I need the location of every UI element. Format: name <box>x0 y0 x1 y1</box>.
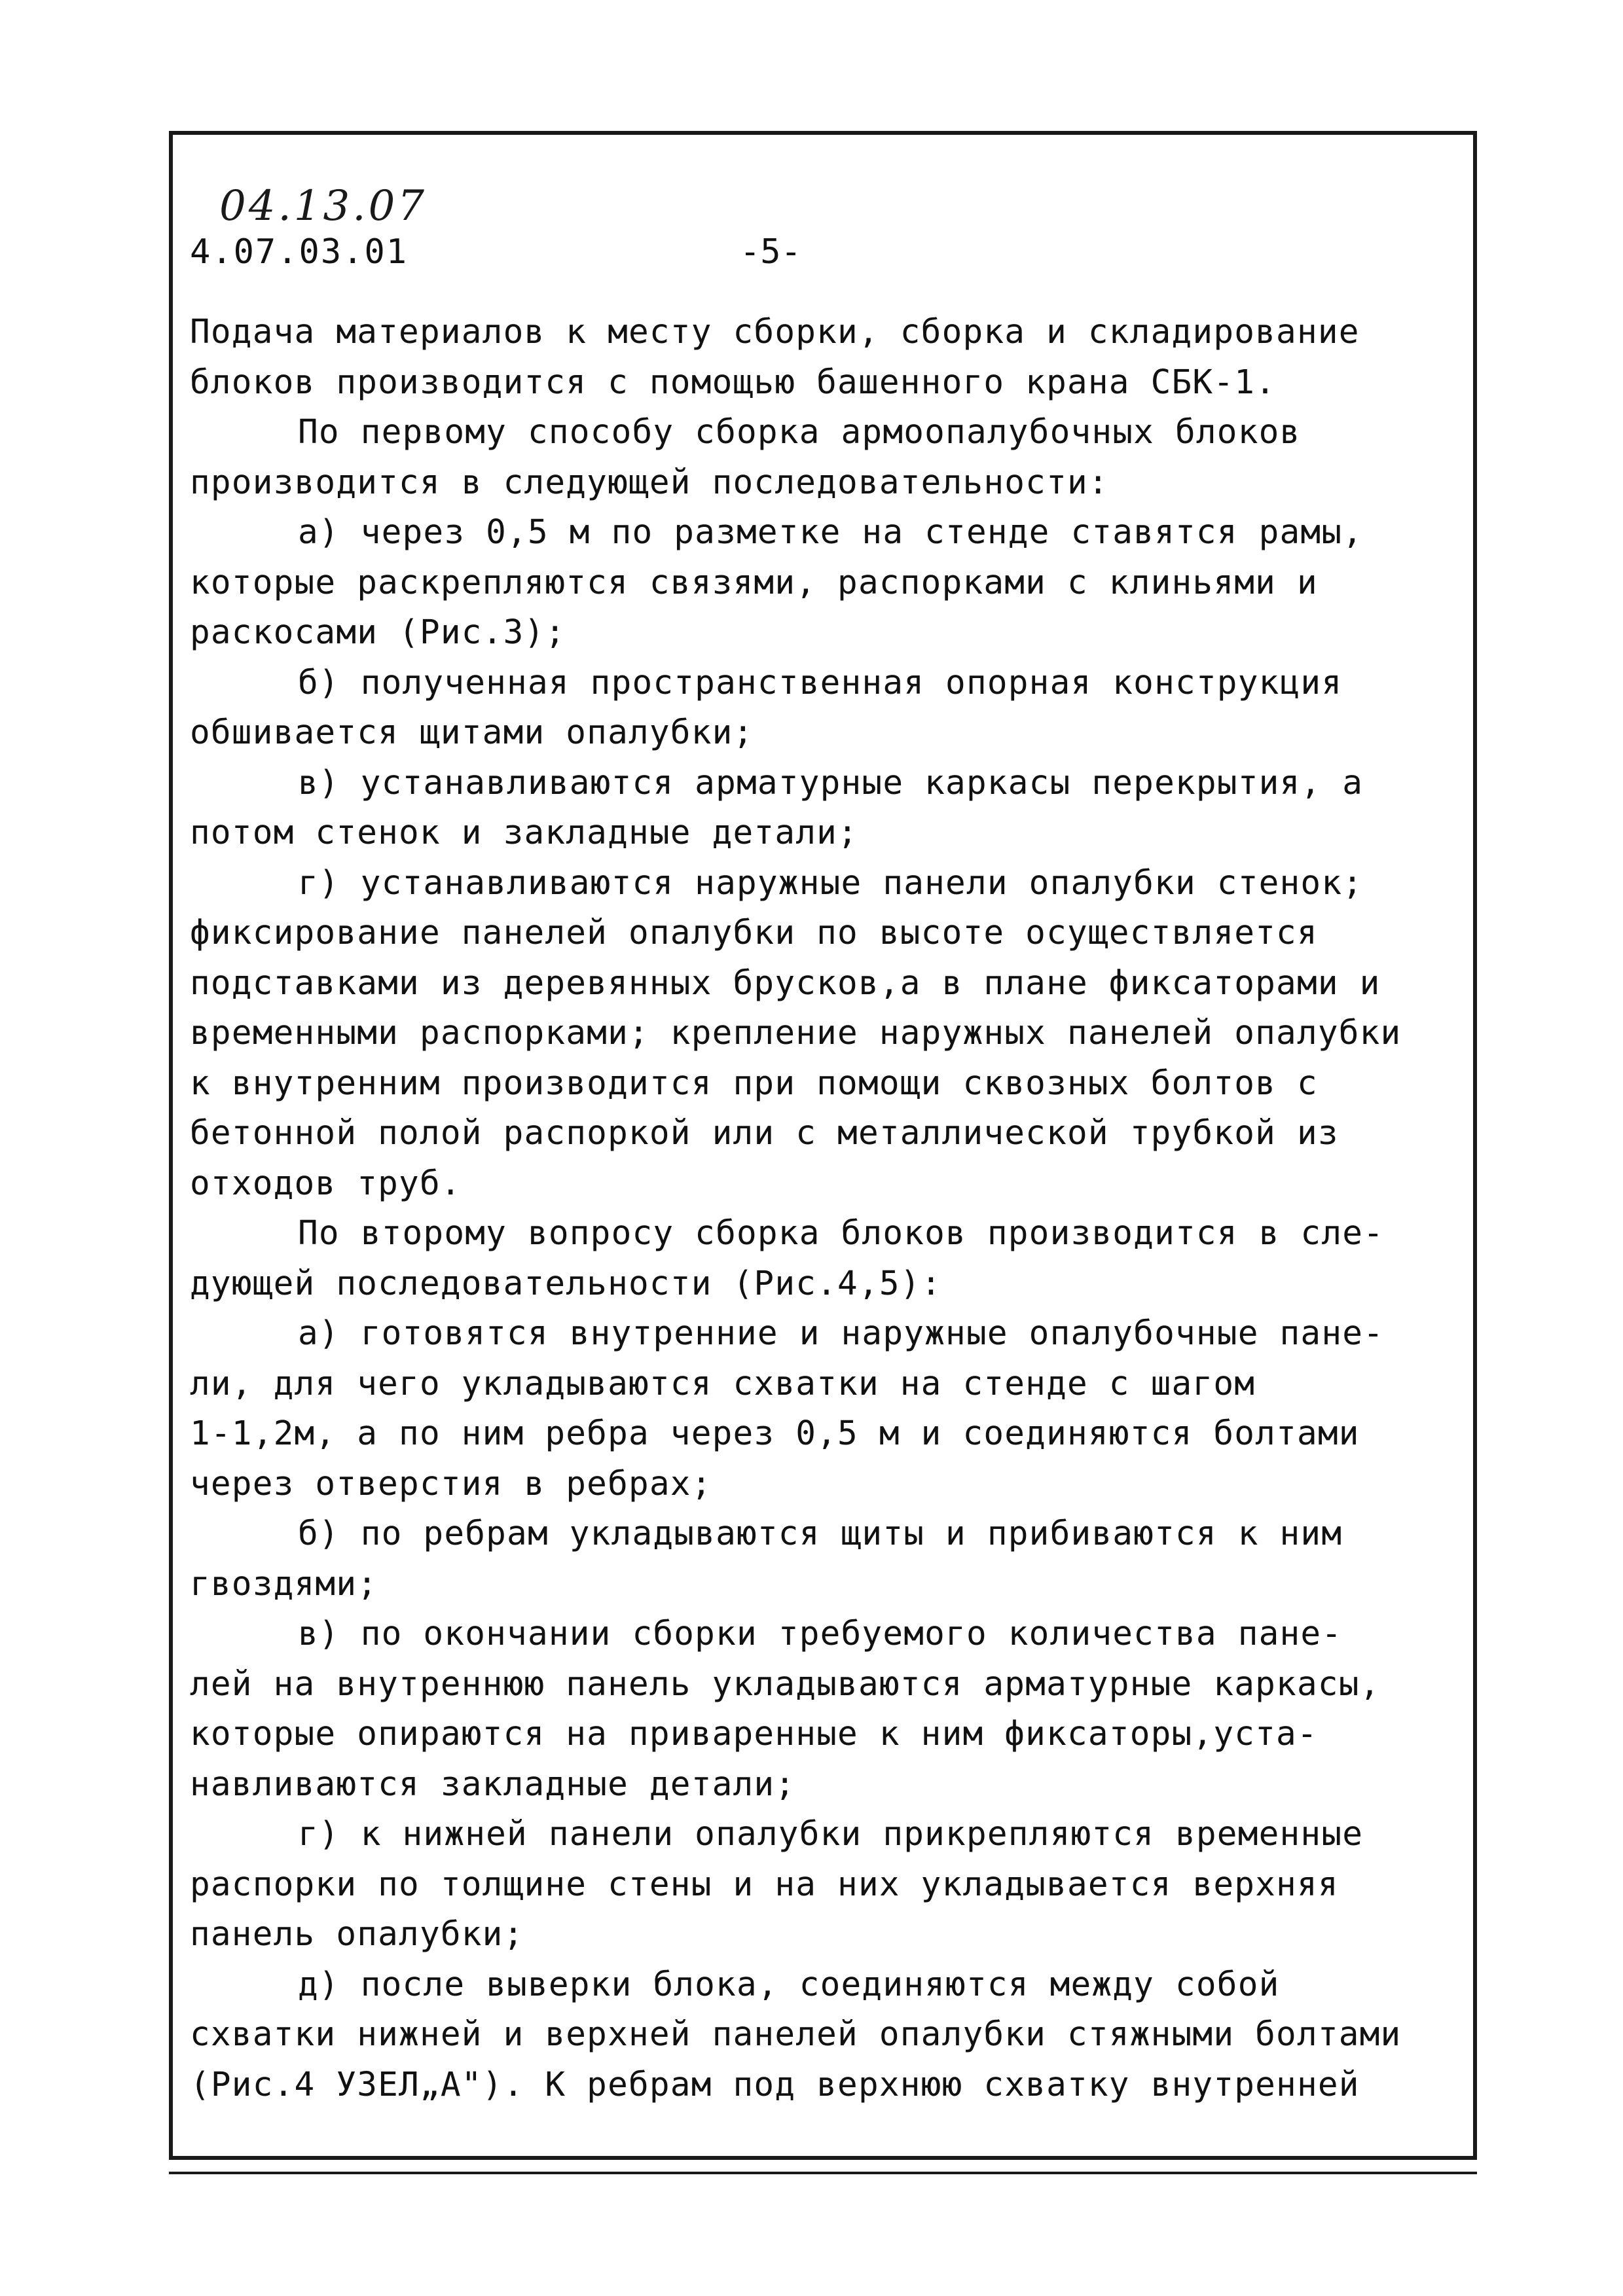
text-line: гвоздями; <box>190 1564 378 1604</box>
text-line: бетонной полой распоркой или с металлической трубкой из <box>190 1114 1339 1153</box>
text-line: подставками из деревянных брусков,а в плане фиксаторами и <box>190 963 1381 1003</box>
text-line: 1-1,2м, а по ним ребра через 0,5 м и соединяются болтами <box>190 1414 1360 1453</box>
text-line: блоков производится с помощью башенного крана СБК-1. <box>190 363 1277 402</box>
text-line: раскосами (Рис.3); <box>190 613 566 652</box>
text-line: которые раскрепляются связями, распорками с клиньями и <box>190 563 1318 602</box>
text-line: которые опираются на приваренные к ним фиксаторы,уста- <box>190 1715 1318 1753</box>
text-line: д) после выверки блока, соединяются между собой <box>298 1965 1280 2004</box>
text-line: панель опалубки; <box>190 1915 524 1954</box>
text-line: временными распорками; крепление наружных панелей опалубки <box>190 1014 1402 1052</box>
text-line: фиксирование панелей опалубки по высоте осуществляется <box>190 914 1318 952</box>
text-line: распорки по толщине стены и на них укладывается верхняя <box>190 1865 1339 1904</box>
text-line: ли, для чего укладываются схватки на стенде с шагом <box>190 1364 1256 1403</box>
body-text <box>190 308 1473 2110</box>
text-line: а) через 0,5 м по разметке на стенде ставятся рамы, <box>298 513 1364 552</box>
text-line: к внутренним производится при помощи сквозных болтов с <box>190 1064 1318 1103</box>
text-line: По первому способу сборка армоопалубочных блоков <box>298 413 1301 452</box>
text-line: схватки нижней и верхней панелей опалубки стяжными болтами <box>190 2015 1402 2054</box>
handwritten-code: 04.13.07 <box>219 182 427 230</box>
text-line: г) устанавливаются наружные панели опалубки стенок; <box>298 863 1364 903</box>
text-line: лей на внутреннюю панель укладываются арматурные каркасы, <box>190 1664 1381 1704</box>
text-line: (Рис.4 УЗЕЛ„А"). К ребрам под верхнюю схватку внутренней <box>190 2065 1360 2104</box>
text-line: потом стенок и закладные детали; <box>190 814 858 852</box>
text-line: отходов труб. <box>190 1164 462 1203</box>
text-line: обшивается щитами опалубки; <box>190 713 754 752</box>
text-line: г) к нижней панели опалубки прикрепляются временные <box>298 1815 1364 1854</box>
text-line: а) готовятся внутренние и наружные опалубочные пане- <box>298 1314 1385 1353</box>
page-number: -5- <box>740 232 801 272</box>
text-line: навливаются закладные детали; <box>190 1765 796 1804</box>
text-line: б) полученная пространственная опорная конструкция <box>298 663 1343 702</box>
text-line: в) по окончании сборки требуемого количества пане- <box>298 1615 1343 1653</box>
document-code: 4.07.03.01 <box>190 232 409 272</box>
text-line: б) по ребрам укладываются щиты и прибиваются к ним <box>298 1515 1343 1553</box>
text-line: дующей последовательности (Рис.4,5): <box>190 1264 942 1303</box>
frame-bottom-rule <box>169 2172 1477 2174</box>
text-line: в) устанавливаются арматурные каркасы перекрытия, а <box>298 763 1364 802</box>
text-line: По второму вопросу сборка блоков производится в сле- <box>298 1214 1385 1253</box>
text-line: производится в следующей последовательности: <box>190 463 1109 502</box>
text-line: через отверстия в ребрах; <box>190 1464 712 1503</box>
text-line: Подача материалов к месту сборки, сборка и складирование <box>190 313 1360 351</box>
